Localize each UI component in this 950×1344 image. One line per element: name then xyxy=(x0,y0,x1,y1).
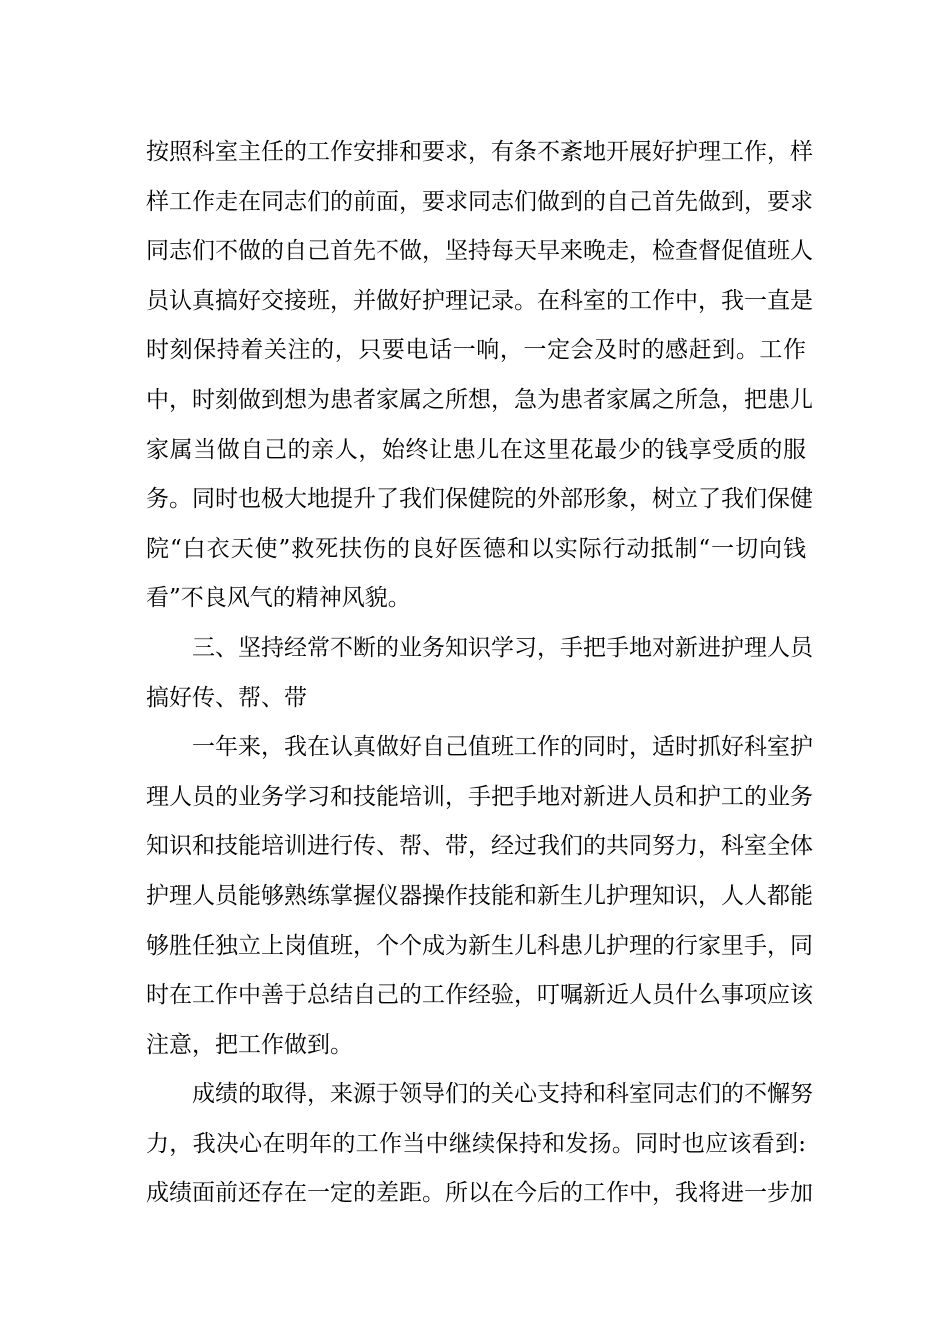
paragraph-3-line-4: 护理人员能够熟练掌握仪器操作技能和新生儿护理知识，人人都能 xyxy=(146,882,813,909)
paragraph-1-line-6: 中，时刻做到想为患者家属之所想，急为患者家属之所急，把患儿 xyxy=(146,386,813,413)
paragraph-1-line-8: 务。同时也极大地提升了我们保健院的外部形象，树立了我们保健 xyxy=(146,486,813,513)
paragraph-1-line-3: 同志们不做的自己首先不做，坚持每天早来晚走，检查督促值班人 xyxy=(146,238,813,265)
paragraph-1-line-9: 院“白衣天使”救死扶伤的良好医德和以实际行动抵制“一切向钱 xyxy=(146,535,806,562)
paragraph-1-line-2: 样工作走在同志们的前面，要求同志们做到的自己首先做到，要求 xyxy=(146,188,813,215)
paragraph-3-line-2: 理人员的业务学习和技能培训，手把手地对新进人员和护工的业务 xyxy=(146,783,813,810)
paragraph-1-line-5: 时刻保持着关注的，只要电话一响，一定会及时的感赶到。工作 xyxy=(146,337,806,364)
section-heading-line-1: 三、坚持经常不断的业务知识学习，手把手地对新进护理人员 xyxy=(192,634,813,661)
paragraph-3-line-7: 注意，把工作做到。 xyxy=(146,1031,353,1058)
paragraph-3-line-3: 知识和技能培训进行传、帮、带，经过我们的共同努力，科室全体 xyxy=(146,833,813,860)
paragraph-4-line-3: 成绩面前还存在一定的差距。所以在今后的工作中，我将进一步加 xyxy=(146,1180,813,1207)
paragraph-1-line-10: 看”不良风气的精神风貌。 xyxy=(146,585,411,612)
paragraph-3-line-1: 一年来，我在认真做好自己值班工作的同时，适时抓好科室护 xyxy=(192,734,813,761)
paragraph-1-line-4: 员认真搞好交接班，并做好护理记录。在科室的工作中，我一直是 xyxy=(146,287,813,314)
paragraph-4-line-2: 力，我决心在明年的工作当中继续保持和发扬。同时也应该看到: xyxy=(146,1130,806,1157)
section-heading-line-2: 搞好传、帮、带 xyxy=(146,684,307,711)
paragraph-4-line-1: 成绩的取得，来源于领导们的关心支持和科室同志们的不懈努 xyxy=(192,1081,813,1108)
paragraph-3-line-6: 时在工作中善于总结自己的工作经验，叮嘱新近人员什么事项应该 xyxy=(146,982,813,1009)
paragraph-1-line-7: 家属当做自己的亲人，始终让患儿在这里花最少的钱享受质的服 xyxy=(146,436,806,463)
paragraph-3-line-5: 够胜任独立上岗值班，个个成为新生儿科患儿护理的行家里手，同 xyxy=(146,932,813,959)
body-text xyxy=(146,128,813,1219)
paragraph-1-line-1: 按照科室主任的工作安排和要求，有条不紊地开展好护理工作，样 xyxy=(146,139,813,165)
